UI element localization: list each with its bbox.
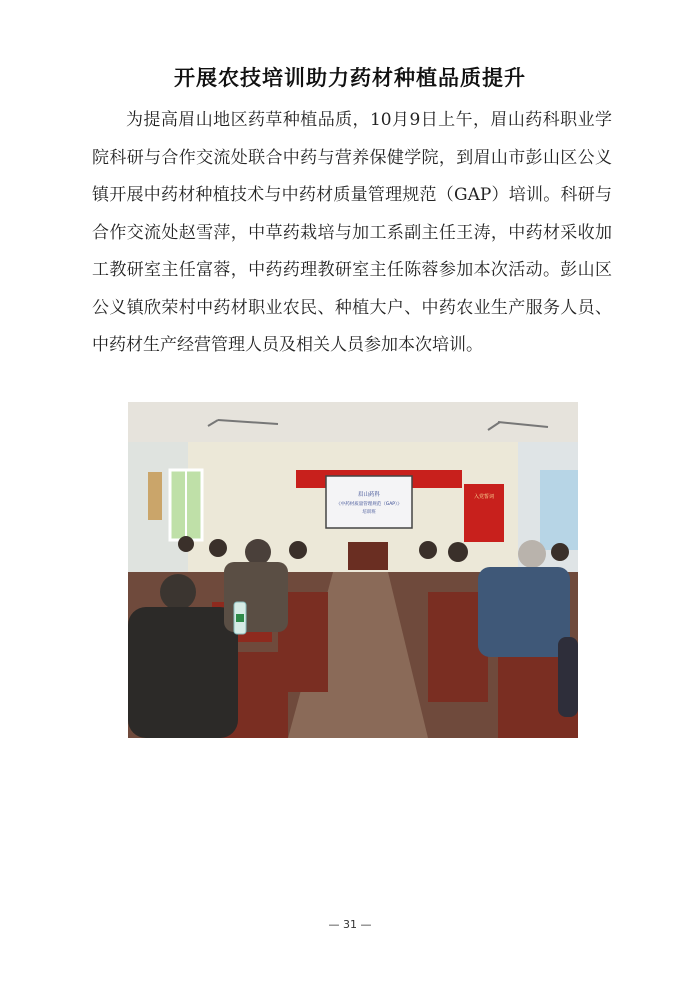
screen-text-3: 培训班 bbox=[362, 510, 376, 515]
screen-text-1: 眉山药科 bbox=[357, 492, 381, 498]
page-title: 开展农技培训助力药材种植品质提升 bbox=[174, 66, 526, 90]
right-banner-text: 入党誓词 bbox=[473, 494, 495, 500]
article-paragraph: 为提高眉山地区药草种植品质，10月9日上午，眉山药科职业学院科研与合作交流处联合中药与营养保健学院，到眉山市彭山区公义镇开展中药材种植技术与中药材质量管理规范（GAP）培训。科研与合作交流处赵雪萍，中草药栽培与加工系副主任王涛，中药材采收加工教研室主任富蓉，中药药理教研室主任陈蓉参加本次活动。彭山区公义镇欣荣村中药材职业农民、种植大户、中药农业生产服务人员、中药材生产经营管理人员及相关人员参加本次培训。 bbox=[92, 110, 612, 355]
training-photo bbox=[128, 402, 578, 738]
screen-text-2: 《中药材质量管理规范（GAP）》 bbox=[336, 502, 402, 507]
page-number: — 31 — bbox=[328, 918, 372, 931]
